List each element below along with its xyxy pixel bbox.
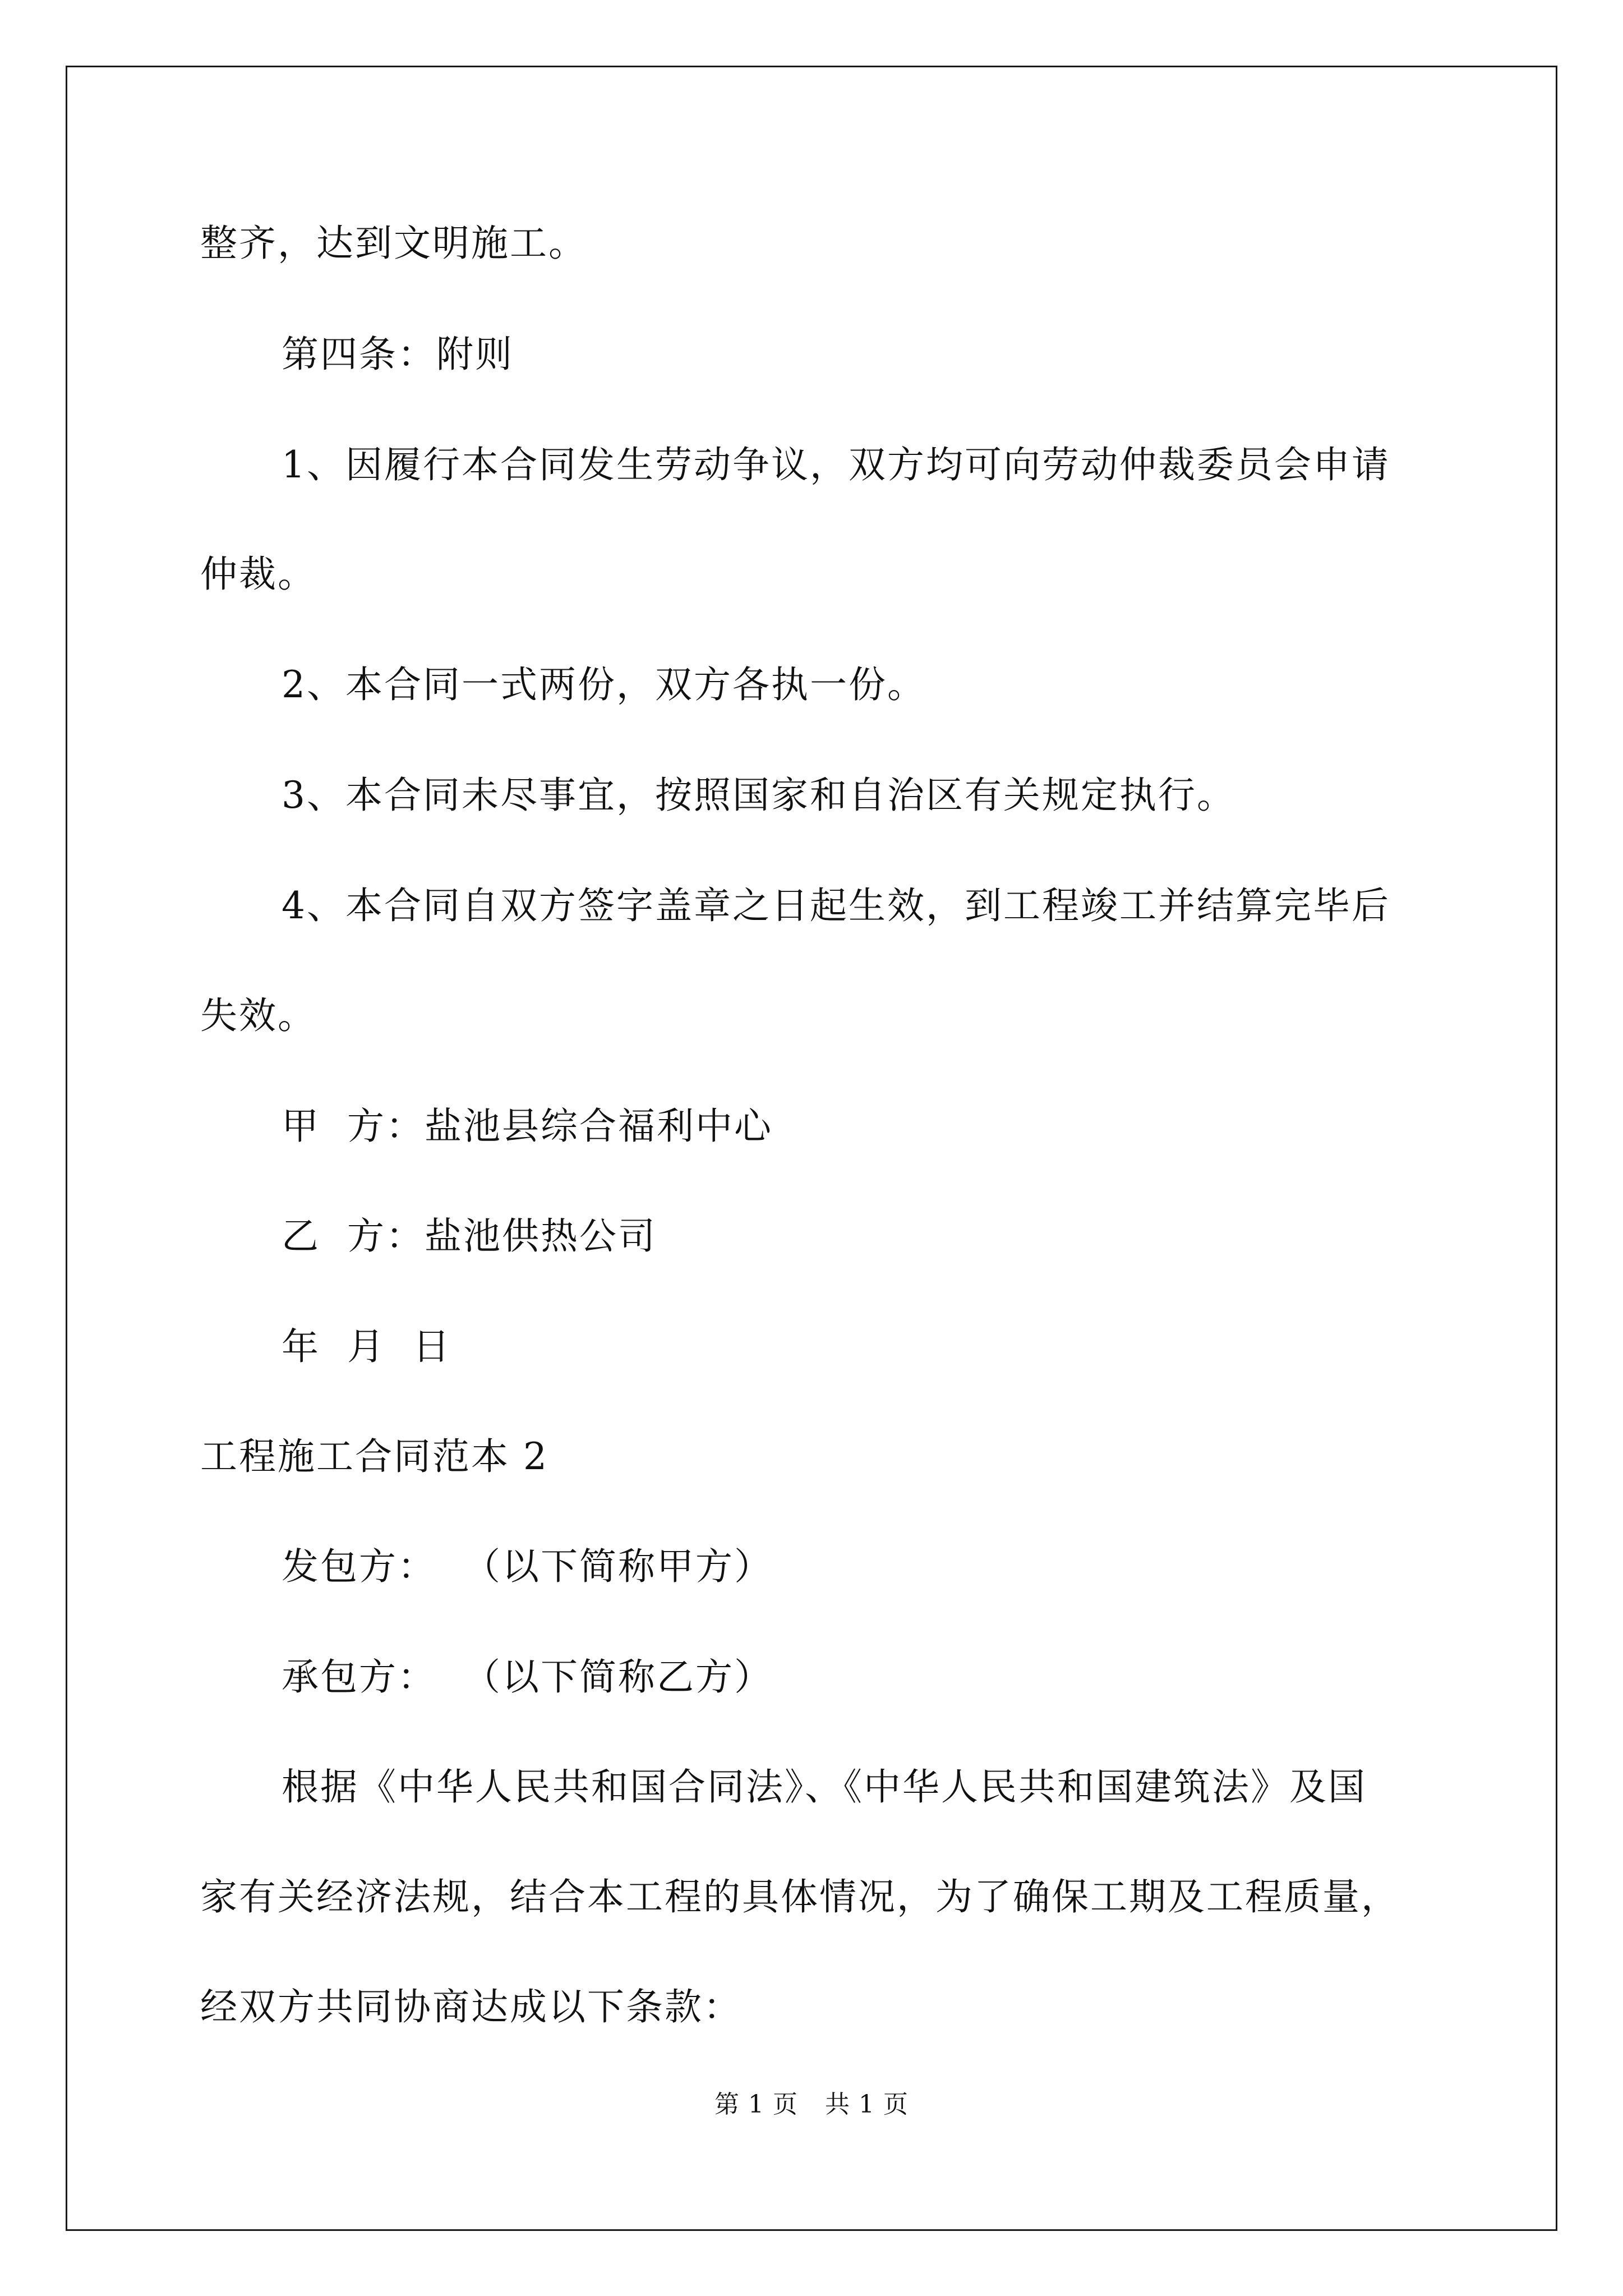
document-title: 工程施工合同范本 2 [200,1435,548,1478]
party-b-line: 乙 方：盐池供热公司 [282,1214,657,1258]
date-line: 年 月 日 [282,1325,451,1368]
paragraph-line: 3、本合同未尽事宜，按照国家和自治区有关规定执行。 [282,774,1235,817]
section-heading: 第四条：附则 [282,333,514,376]
paragraph-line: 整齐，达到文明施工。 [200,222,587,265]
party-a-line: 甲 方：盐池县综合福利中心 [282,1105,773,1148]
paragraph-line: 根据《中华人民共和国合同法》、《中华人民共和国建筑法》及国 [282,1765,1367,1809]
paragraph-line: 失效。 [200,994,316,1037]
contractee-line: 承包方： （以下简称乙方） [282,1655,773,1699]
paragraph-line: 4、本合同自双方签字盖章之日起生效，到工程竣工并结算完毕后 [282,884,1390,927]
paragraph-line: 1、因履行本合同发生劳动争议，双方均可向劳动仲裁委员会申请 [282,443,1390,486]
paragraph-line: 仲裁。 [200,553,316,596]
page-number: 第 1 页 [714,2090,798,2119]
contractor-line: 发包方： （以下简称甲方） [282,1545,773,1588]
paragraph-line: 经双方共同协商达成以下条款： [200,1985,742,2028]
paragraph-line: 2、本合同一式两份，双方各执一份。 [282,663,926,706]
page-footer [0,2089,1623,2120]
paragraph-line: 家有关经济法规，结合本工程的具体情况，为了确保工期及工程质量， [200,1875,1400,1918]
total-pages: 共 1 页 [825,2090,909,2119]
